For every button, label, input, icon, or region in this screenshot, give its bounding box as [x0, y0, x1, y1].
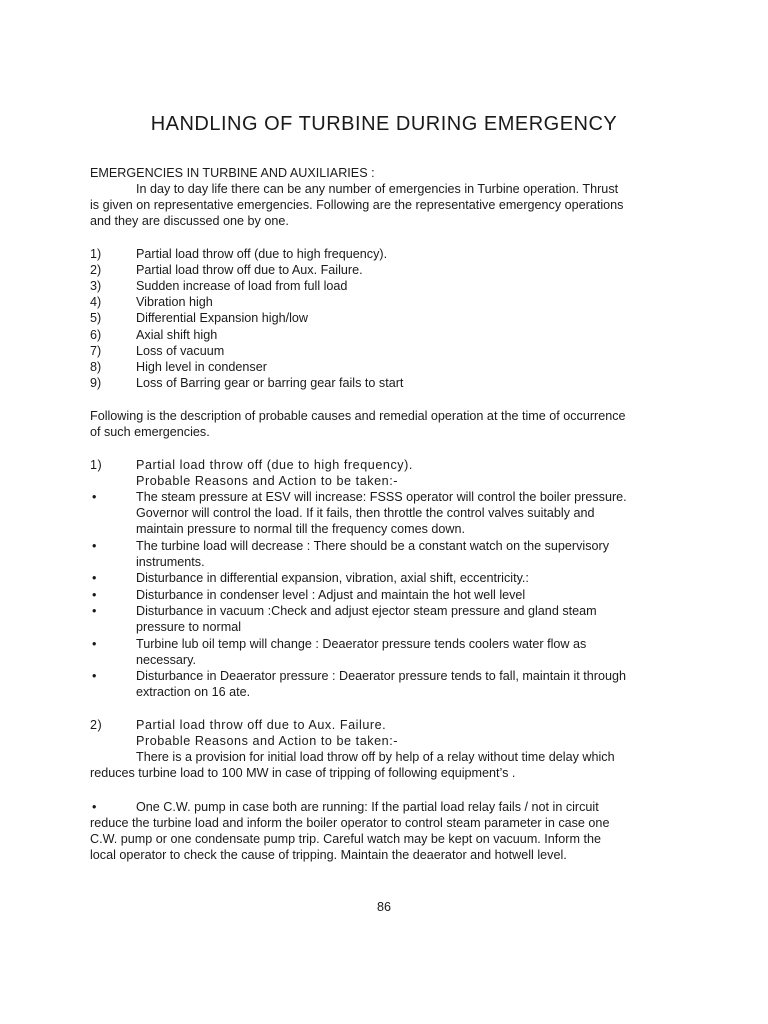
page-title: HANDLING OF TURBINE DURING EMERGENCY [150, 113, 618, 135]
bullet-line: local operator to check the cause of tripping. Maintain the deaerator and hotwell level. [90, 848, 567, 862]
section-subtitle: Probable Reasons and Action to be taken:- [136, 474, 398, 488]
list-item: Sudden increase of load from full load [136, 279, 348, 293]
list-number: 9) [90, 376, 102, 390]
bullet-line: pressure to normal [136, 620, 241, 634]
section-heading: EMERGENCIES IN TURBINE AND AUXILIARIES : [90, 166, 375, 180]
bullet-marker: • [92, 637, 97, 651]
list-number: 7) [90, 344, 102, 358]
section-number: 2) [90, 718, 103, 732]
intro-line: is given on representative emergencies. Following are the representative emergency operations [90, 198, 624, 212]
bullet-line: instruments. [136, 555, 205, 569]
section-number: 1) [90, 458, 103, 472]
bullet-line: reduce the turbine load and inform the boiler operator to control steam parameter in case one [90, 816, 610, 830]
list-item: Partial load throw off due to Aux. Failure. [136, 263, 363, 277]
list-number: 3) [90, 279, 102, 293]
description-line: of such emergencies. [90, 425, 210, 439]
bullet-line: Disturbance in vacuum :Check and adjust ejector steam pressure and gland steam [136, 604, 597, 618]
list-item: Differential Expansion high/low [136, 311, 308, 325]
bullet-line: C.W. pump or one condensate pump trip. Careful watch may be kept on vacuum. Inform the [90, 832, 601, 846]
bullet-line: necessary. [136, 653, 196, 667]
list-number: 6) [90, 328, 102, 342]
bullet-marker: • [92, 800, 97, 814]
list-item: High level in condenser [136, 360, 267, 374]
list-item: Loss of vacuum [136, 344, 225, 358]
list-item: Vibration high [136, 295, 213, 309]
bullet-marker: • [92, 588, 97, 602]
bullet-line: Disturbance in Deaerator pressure : Deaerator pressure tends to fall, maintain it through [136, 669, 627, 683]
bullet-line: The steam pressure at ESV will increase: FSSS operator will control the boiler pressure. [136, 490, 627, 504]
section-title: Partial load throw off due to Aux. Failure. [136, 718, 387, 732]
section-title: Partial load throw off (due to high frequency). [136, 458, 413, 472]
bullet-line: Governor will control the load. If it fails, then throttle the control valves suitably and [136, 506, 595, 520]
list-item: Loss of Barring gear or barring gear fails to start [136, 376, 404, 390]
bullet-marker: • [92, 539, 97, 553]
bullet-line: Disturbance in condenser level : Adjust and maintain the hot well level [136, 588, 526, 602]
intro-line: In day to day life there can be any number of emergencies in Turbine operation. Thrust [136, 182, 619, 196]
bullet-line: Turbine lub oil temp will change : Deaerator pressure tends coolers water flow as [136, 637, 587, 651]
list-number: 1) [90, 247, 102, 261]
bullet-marker: • [92, 669, 97, 683]
bullet-line: extraction on 16 ate. [136, 685, 251, 699]
bullet-line: The turbine load will decrease : There should be a constant watch on the supervisory [136, 539, 610, 553]
paragraph-line: reduces turbine load to 100 MW in case of tripping of following equipment’s . [90, 766, 516, 780]
bullet-line: One C.W. pump in case both are running: If the partial load relay fails / not in circuit [136, 800, 599, 814]
section-subtitle: Probable Reasons and Action to be taken:- [136, 734, 398, 748]
bullet-line: maintain pressure to normal till the frequency comes down. [136, 522, 465, 536]
page-number: 86 [376, 900, 391, 914]
bullet-line: Disturbance in differential expansion, vibration, axial shift, eccentricity.: [136, 571, 529, 585]
paragraph-line: There is a provision for initial load throw off by help of a relay without time delay which [136, 750, 615, 764]
list-number: 2) [90, 263, 102, 277]
list-item: Partial load throw off (due to high frequency). [136, 247, 388, 261]
intro-line: and they are discussed one by one. [90, 214, 289, 228]
bullet-marker: • [92, 571, 97, 585]
list-item: Axial shift high [136, 328, 218, 342]
list-number: 5) [90, 311, 102, 325]
description-line: Following is the description of probable causes and remedial operation at the time of occurrence [90, 409, 626, 423]
bullet-marker: • [92, 490, 97, 504]
list-number: 8) [90, 360, 102, 374]
list-number: 4) [90, 295, 102, 309]
bullet-marker: • [92, 604, 97, 618]
